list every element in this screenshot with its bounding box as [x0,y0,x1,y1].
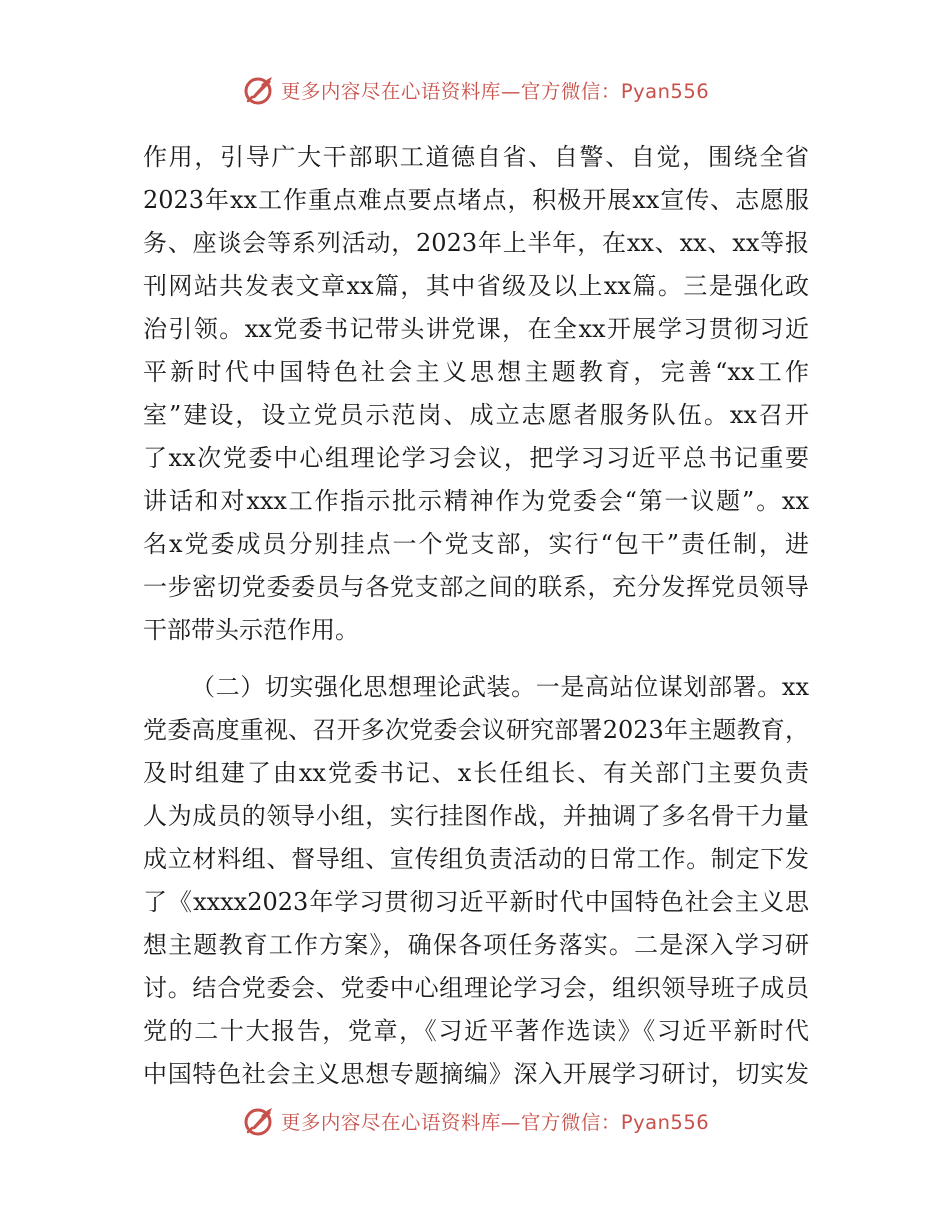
watermark-text: 更多内容尽在心语资料库—官方微信：Pyan556 [280,1111,710,1134]
text-line: 务、座谈会等系列活动，2023年上半年，在xx、xx、xx等报 [143,229,809,257]
text-line: 成立材料组、督导组、宣传组负责活动的日常工作。制定下发 [143,845,809,873]
text-line: 干部带头示范作用。 [143,616,359,644]
text-line: 2023年xx工作重点难点要点堵点，积极开展xx宣传、志愿服 [143,186,809,214]
document-body [143,136,809,1096]
text-line: 讨。结合党委会、党委中心组理论学习会，组织领导班子成员 [143,974,809,1002]
text-line: 党委高度重视、召开多次党委会议研究部署2023年主题教育， [143,716,809,744]
quill-circle-icon [241,73,275,107]
text-line: 作用，引导广大干部职工道德自省、自警、自觉，围绕全省 [143,143,809,171]
footer-watermark [0,1099,950,1143]
text-line: 刊网站共发表文章xx篇，其中省级及以上xx篇。三是强化政 [143,272,809,300]
paragraph [143,136,809,652]
text-line: 平新时代中国特色社会主义思想主题教育，完善“xx工作 [143,358,809,386]
text-line: 党的二十大报告，党章，《习近平著作选读》《习近平新时代 [143,1017,809,1045]
text-line: （二）切实强化思想理论武装。一是高站位谋划部署。xx [191,673,809,701]
text-line: 及时组建了由xx党委书记、x长任组长、有关部门主要负责 [143,759,809,787]
text-line: 室”建设，设立党员示范岗、成立志愿者服务队伍。xx召开 [143,401,809,429]
quill-circle-icon [241,1104,275,1138]
text-line: 想主题教育工作方案》，确保各项任务落实。二是深入学习研 [143,931,809,959]
text-line: 中国特色社会主义思想专题摘编》深入开展学习研讨，切实发 [143,1060,809,1088]
watermark-text: 更多内容尽在心语资料库—官方微信：Pyan556 [280,80,710,103]
text-line: 治引领。xx党委书记带头讲党课，在全xx开展学习贯彻习近 [143,315,809,343]
text-line: 人为成员的领导小组，实行挂图作战，并抽调了多名骨干力量 [143,802,809,830]
text-line: 了《xxxx2023年学习贯彻习近平新时代中国特色社会主义思 [143,888,809,916]
paragraph [143,666,809,1096]
text-line: 一步密切党委委员与各党支部之间的联系，充分发挥党员领导 [143,573,809,601]
header-watermark [0,68,950,112]
text-line: 了xx次党委中心组理论学习会议，把学习习近平总书记重要 [143,444,809,472]
text-line: 讲话和对xxx工作指示批示精神作为党委会“第一议题”。xx [143,487,809,515]
text-line: 名x党委成员分别挂点一个党支部，实行“包干”责任制，进 [143,530,809,558]
